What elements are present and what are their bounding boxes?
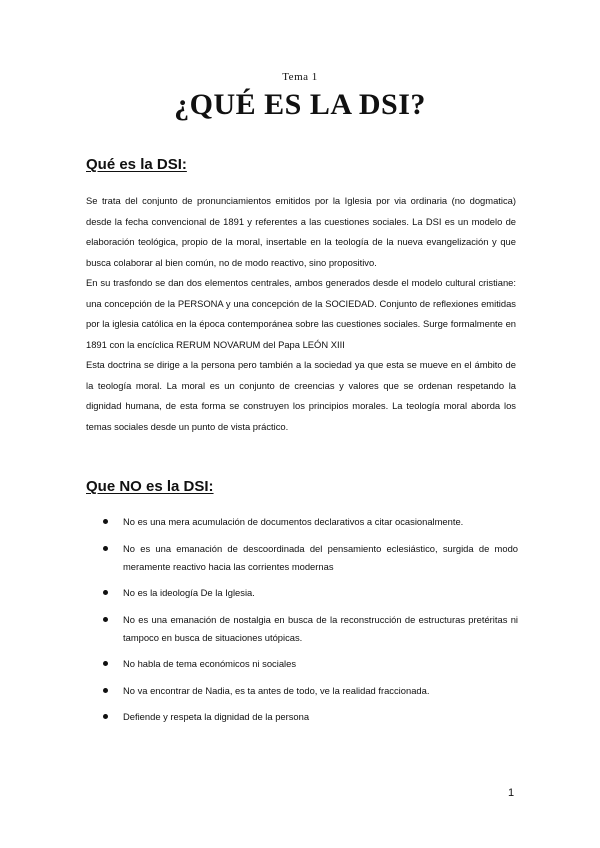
- list-item: [86, 655, 518, 673]
- bullet-icon: [103, 688, 108, 693]
- section-heading-what: Qué es la DSI:: [86, 156, 187, 173]
- list-item-text: No es una emanación de descoordinada del pensamiento eclesiástico, surgida de modo meramente reactivo hacia las corrientes modernas: [123, 542, 518, 572]
- paragraph: En su trasfondo se dan dos elementos centrales, ambos generados desde el modelo cultural cristiane: una concepción de la PERSONA y una concepción de la SOCIEDAD. Conjunto de reflexiones emitidas por la iglesia católica en la época contemporánea sobre las cuestiones sociales. Surge formalmente en 1891 con la encíclica RERUM NOVARUM del Papa LEÓN XIII: [86, 277, 516, 350]
- list-item-text: No habla de tema económicos ni sociales: [123, 658, 297, 669]
- list-item: [86, 611, 518, 647]
- list-item-text: No es la ideología De la Iglesia.: [123, 587, 255, 598]
- section-body-what: [86, 191, 516, 437]
- paragraph: Esta doctrina se dirige a la persona pero también a la sociedad ya que esta se mueve en el ámbito de la teología moral. La moral es un conjunto de creencias y valores que se ordenan respetando la dignidad humana, de esta forma se construyen los principios morales. La teología moral aborda los temas sociales desde un punto de vista práctico.: [86, 359, 516, 432]
- bullet-icon: [103, 590, 108, 595]
- list-item-text: No es una mera acumulación de documentos declarativos a citar ocasionalmente.: [123, 516, 464, 527]
- list-item-text: No es una emanación de nostalgia en busca de la reconstrucción de estructuras pretéritas ni tampoco en busca de situaciones utópicas.: [123, 613, 518, 643]
- bullet-icon: [103, 661, 108, 666]
- list-item: [86, 708, 518, 726]
- section-heading-what-not: Que NO es la DSI:: [86, 478, 214, 495]
- list-item-text: No va encontrar de Nadia, es ta antes de todo, ve la realidad fraccionada.: [123, 684, 430, 696]
- bullet-icon: [103, 519, 108, 524]
- list-item: [86, 540, 518, 576]
- list-item: [86, 513, 518, 531]
- bullet-icon: [103, 714, 108, 719]
- bullet-icon: [103, 546, 108, 551]
- document-subtitle: Tema 1: [282, 71, 318, 83]
- page-number: 1: [508, 787, 515, 799]
- list-item: [86, 682, 518, 700]
- list-item-text: Defiende y respeta la dignidad de la persona: [123, 711, 310, 722]
- bullet-list: [86, 513, 518, 735]
- paragraph: Se trata del conjunto de pronunciamientos emitidos por la Iglesia por via ordinaria (no dogmatica) desde la fecha convencional de 1891 y referentes a las cuestiones sociales. La DSI es un modelo de elaboración teológica, propio de la moral, insertable en la teología de la nueva evangelización y que busca colaborar al bien común, no de modo reactivo, sino propositivo.: [86, 195, 516, 268]
- list-item: [86, 584, 518, 602]
- bullet-icon: [103, 617, 108, 622]
- page-title: ¿QUÉ ES LA DSI?: [174, 88, 426, 121]
